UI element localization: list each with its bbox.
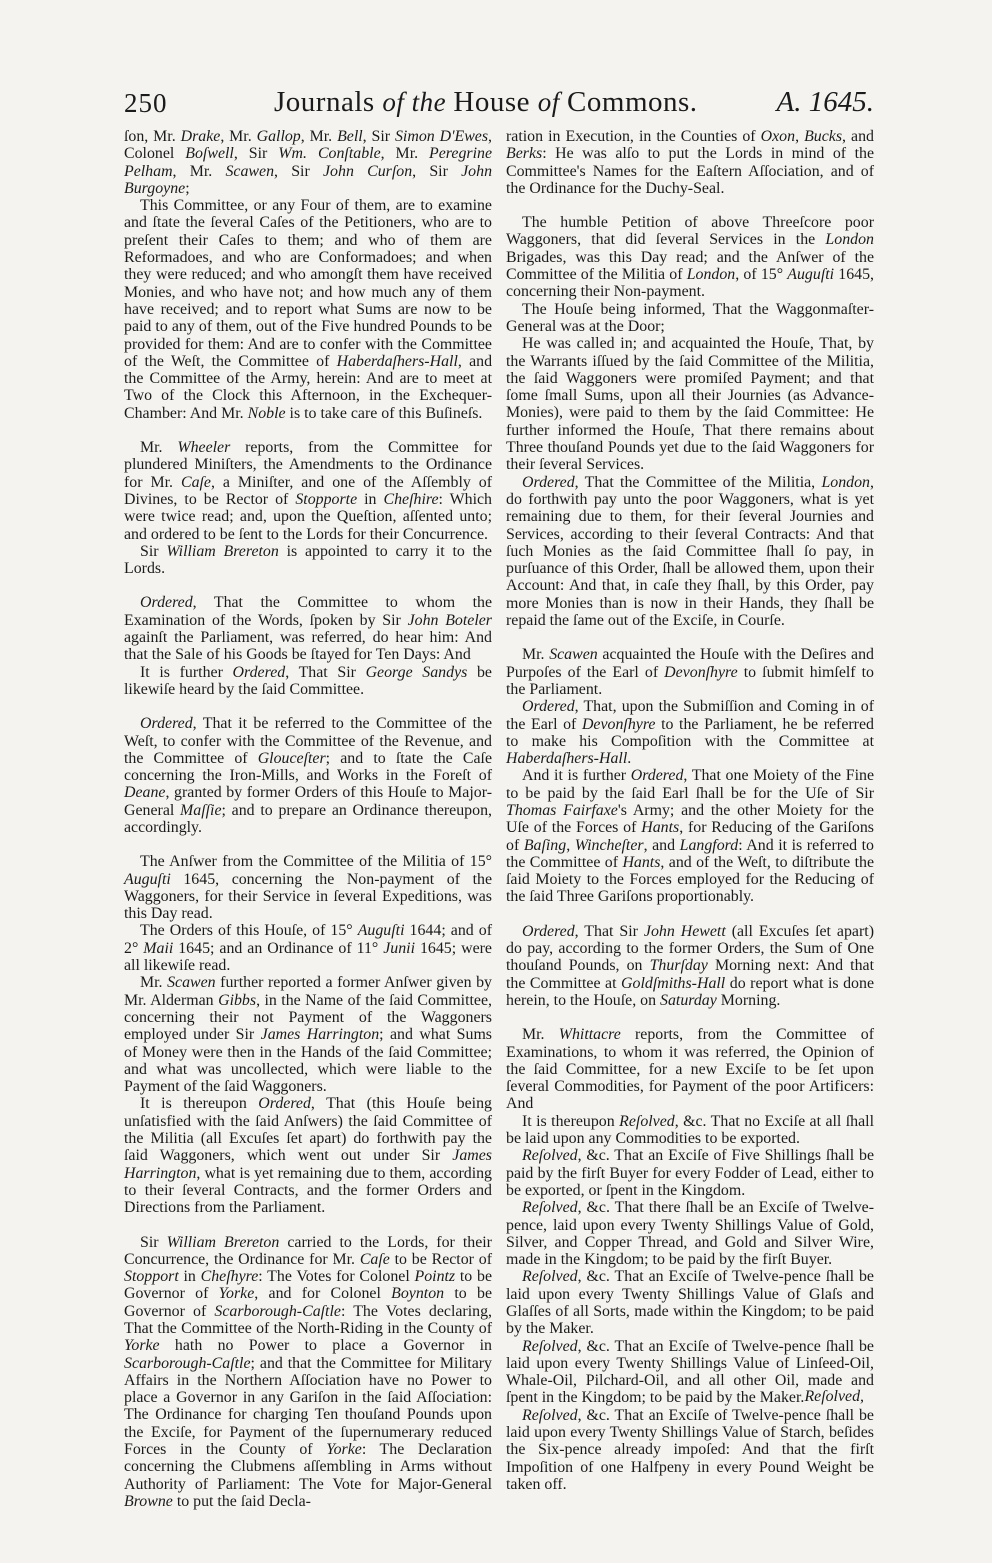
- right-paragraph: The Houſe being informed, That the Waggonmaſter-General was at the Door;: [506, 300, 874, 335]
- right-paragraph: Ordered, That, upon the Submiſſion and Coming in of the Earl of Devonſhyre to the Parliament, he be referred to make his Compoſition with the Committee at Haberdaſhers-Hall.: [506, 698, 874, 768]
- right-paragraph: He was called in; and acquainted the Houſe, That, by the Warrants iſſued by the ſaid Committee of the Militia, the ſaid Waggoners were promiſed Payment; and that ſome ſmall Sums, upon all their Journies (as Advance-Monies), were paid to them by the ſaid Committee: He further informed the Houſe, That there remains about Three thouſand Pounds yet due to the ſaid Waggoners for their ſeveral Services.: [506, 335, 874, 474]
- right-paragraph: Reſolved, &c. That an Exciſe of Five Shillings ſhall be paid by the firſt Buyer for every Fodder of Lead, either to be exported, or ſpent in the Kingdom.: [506, 1147, 874, 1199]
- right-paragraph: Mr. Whittacre reports, from the Committee of Examinations, to whom it was referred, the Opinion of the ſaid Committee, for a new Exciſe to be ſet upon ſeveral Commodities, for Payment of the poor Artificers: And: [506, 1026, 874, 1113]
- page-header: [124, 86, 874, 126]
- right-paragraph: Reſolved, &c. That an Exciſe of Twelve-pence ſhall be laid upon every Twenty Shillings Value of Starch, beſides the Six-pence already impoſed: And that the firſt Impoſition of one Halfpeny in every Pound Weight be taken off.: [506, 1406, 874, 1493]
- right-paragraph: ration in Execution, in the Counties of Oxon, Bucks, and Berks: He was alſo to put the Lords in mind of the Committee's Names for the Eaſtern Aſſociation, and of the Ordinance for the Duchy-Seal.: [506, 128, 874, 197]
- left-paragraph: Sir William Brereton carried to the Lords, for their Concurrence, the Ordinance for Mr. Caſe to be Rector of Stopport in Cheſhyre: The Votes for Colonel Pointz to be Governor of Yorke, and for Colonel Boynton to be Governor of Scarborough-Caſtle: The Votes declaring, That the Committee of the North-Riding in the County of Yorke hath no Power to place a Governor in Scarborough-Caſtle; and that the Committee for Military Affairs in the Northern Aſſociation have no Power to place a Governor in any Gariſon in the ſaid Aſſociation: The Ordinance for charging Ten thouſand Pounds upon the Exciſe, for Payment of the ſupernumerary reduced Forces in the County of Yorke: The Declaration concerning the Clubmens aſſembling in Arms without Authority of Parliament: The Vote for Major-General Browne to put the ſaid Decla-: [124, 1233, 493, 1510]
- left-paragraph: Sir William Brereton is appointed to carry it to the Lords.: [124, 542, 492, 578]
- right-paragraph: Mr. Scawen acquainted the Houſe with the Deſires and Purpoſes of the Earl of Devonſhyre to ſubmit himſelf to the Parliament.: [506, 646, 874, 698]
- right-column: [506, 128, 874, 1493]
- year-heading: A. 1645.: [776, 86, 874, 118]
- right-paragraph: The humble Petition of above Threeſcore poor Waggoners, that did ſeveral Services in the London Brigades, was this Day read; and the Anſwer of the Committee of the Militia of London, of 15° Auguſti 1645, concerning their Non-payment.: [506, 214, 875, 301]
- catchword: Reſolved,: [804, 1388, 864, 1405]
- left-paragraph: The Orders of this Houſe, of 15° Auguſti 1644; and of 2° Maii 1645; and an Ordinance of 11° Junii 1645; were all likewiſe read.: [124, 922, 492, 975]
- right-paragraph: Reſolved, &c. That there ſhall be an Exciſe of Twelve-pence, laid upon every Twenty Shillings Value of Gold, Silver, and Copper Thread, and Gold and Silver Wire, made in the Kingdom; to be paid by the firſt Buyer.: [506, 1199, 874, 1269]
- page-title: Journals of the House of Commons.: [274, 86, 698, 118]
- right-paragraph: Ordered, That the Committee of the Militia, London, do forthwith pay unto the poor Waggoners, what is yet remaining due to them, for their ſeveral Journies and Services, according to their ſeveral Contracts: And that ſuch Monies as the ſaid Committee ſhall ſo pay, in purſuance of this Order, ſhall be allowed them, upon their Account: And that, in caſe they ſhall, by this Order, pay more Monies than is now in their Hands, they ſhall be repaid the ſame out of the Exciſe, in Courſe.: [506, 473, 874, 630]
- right-paragraph: Ordered, That Sir John Hewett (all Excuſes ſet apart) do pay, according to the former Orders, the Sum of One thouſand Pounds, on Thurſday Morning next: And that the Committee at Goldſmiths-Hall do report what is done herein, to the Houſe, on Saturday Morning.: [506, 922, 875, 1009]
- right-paragraph: It is thereupon Reſolved, &c. That no Exciſe at all ſhall be laid upon any Commodities to be exported.: [506, 1112, 875, 1148]
- left-paragraph: This Committee, or any Four of them, are to examine and ſtate the ſeveral Caſes of the Petitioners, who are to preſent their Caſes to them; and who of them are Reformadoes, and who are Conformadoes; and when they were reduced; and who amongſt them have received Monies, and who have not; and how much any of them have received; and to report what Sums are now to be paid to any of them, out of the Five hundred Pounds to be provided for them: And are to confer with the Committee of the Weſt, the Committee of Haberdaſhers-Hall, and the Committee of the Army, herein: And are to meet at Two of the Clock this Afternoon, in the Exchequer-Chamber: And Mr. Noble is to take care of this Buſineſs.: [124, 197, 493, 422]
- left-column: [124, 128, 492, 1510]
- left-paragraph: Ordered, That the Committee to whom the Examination of the Words, ſpoken by Sir John Boteler againſt the Parliament, was referred, do hear him: And that the Sale of his Goods be ſtayed for Ten Days: And: [124, 594, 492, 664]
- left-paragraph: ſon, Mr. Drake, Mr. Gallop, Mr. Bell, Sir Simon D'Ewes, Colonel Boſwell, Sir Wm. Conſtable, Mr. Peregrine Pelham, Mr. Scawen, Sir John Curſon, Sir John Burgoyne;: [124, 128, 493, 197]
- left-paragraph: Mr. Wheeler reports, from the Committee for plundered Miniſters, the Amendments to the Ordinance for Mr. Caſe, a Miniſter, and one of the Aſſembly of Divines, to be Rector of Stopporte in Cheſhire: Which were twice read; and, upon the Queſtion, aſſented unto; and ordered to be ſent to the Lords for their Concurrence.: [124, 439, 492, 543]
- right-paragraph: Reſolved, &c. That an Exciſe of Twelve-pence ſhall be laid upon every Twenty Shillings Value of Glaſs and Glaſſes of all Sorts, made within the Kingdom; to be paid by the Maker.: [506, 1268, 874, 1338]
- right-paragraph: And it is further Ordered, That one Moiety of the Fine to be paid by the ſaid Earl ſhall be for the Uſe of Sir Thomas Fairfaxe's Army; and the other Moiety for the Uſe of the Forces of Hants, for Reducing of the Gariſons of Baſing, Wincheſter, and Langford: And it is referred to the Committee of Hants, and of the Weſt, to diſtribute the ſaid Moiety to the Forces employed for the Reducing of the ſaid Three Gariſons proportionably.: [506, 767, 875, 906]
- left-paragraph: It is further Ordered, That Sir George Sandys be likewiſe heard by the ſaid Committee.: [124, 663, 492, 698]
- left-paragraph: It is thereupon Ordered, That (this Houſe being unſatisfied with the ſaid Anſwers) the ſaid Committee of the Militia (all Excuſes ſet apart) do forthwith pay the ſaid Waggoners, which went out under Sir James Harrington, what is yet remaining due to them, according to their ſeveral Contracts, and the former Orders and Directions from the Parliament.: [124, 1095, 492, 1217]
- left-paragraph: The Anſwer from the Committee of the Militia of 15° Auguſti 1645, concerning the Non-payment of the Waggoners, for their Service in ſeveral Expeditions, was this Day read.: [124, 853, 492, 923]
- page-number: 250: [124, 88, 168, 118]
- left-paragraph: Ordered, That it be referred to the Committee of the Weſt, to confer with the Committee of the Revenue, and the Committee of Glouceſter; and to ſtate the Caſe concerning the Iron-Mills, and Works in the Foreſt of Deane, granted by former Orders of this Houſe to Major-General Maſſie; and to prepare an Ordinance thereupon, accordingly.: [124, 715, 492, 836]
- right-paragraph: Reſolved, &c. That an Exciſe of Twelve-pence ſhall be laid upon every Twenty Shillings Value of Linſeed-Oil, Whale-Oil, Pilchard-Oil, and all other Oil, made and ſpent in the Kingdom; to be paid by the Maker.: [506, 1337, 874, 1407]
- left-paragraph: Mr. Scawen further reported a former Anſwer given by Mr. Alderman Gibbs, in the Name of the ſaid Committee, concerning their not Payment of the Waggoners employed under Sir James Harrington; and what Sums of Money were then in the Hands of the ſaid Committee; and what was uncollected, which were liable to the Payment of the ſaid Waggoners.: [124, 974, 492, 1096]
